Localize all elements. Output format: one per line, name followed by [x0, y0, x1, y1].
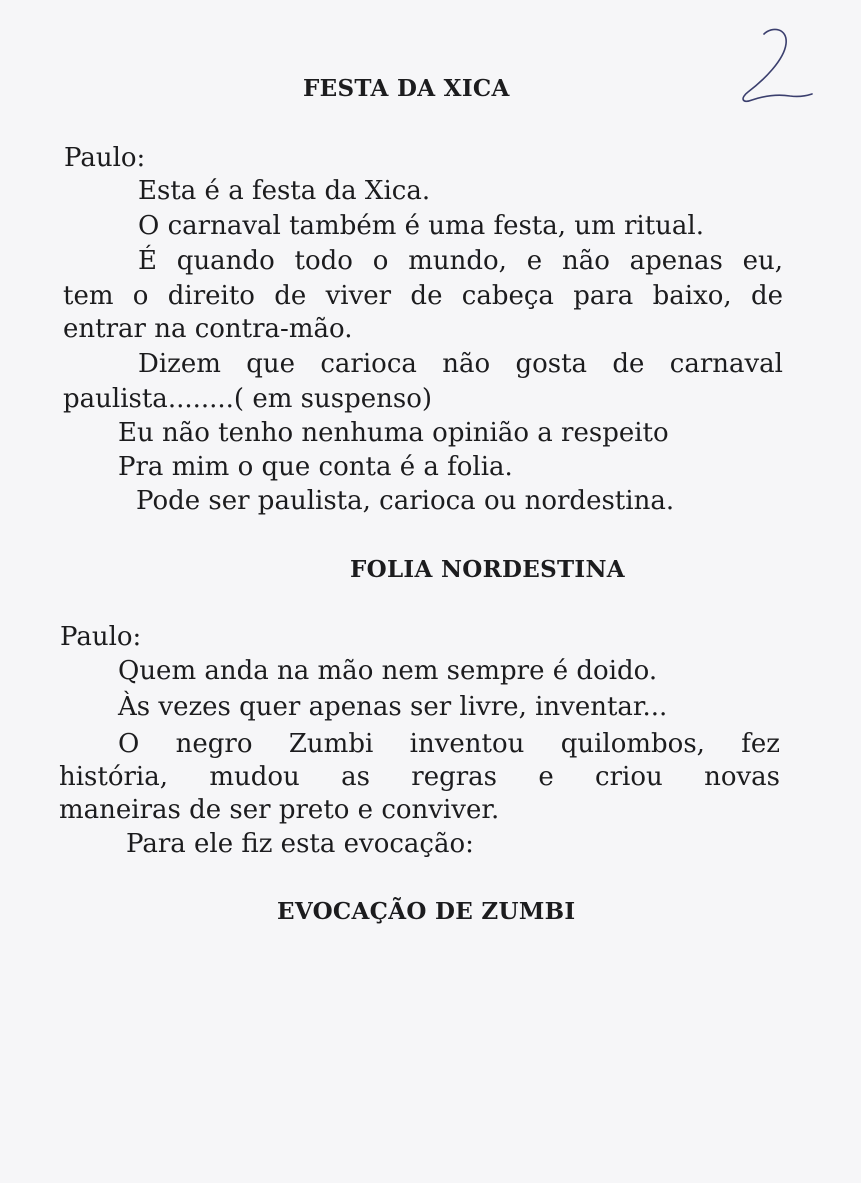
speaker-label: Paulo:: [60, 622, 142, 652]
handwritten-page-number: [738, 24, 818, 108]
text-line: Para ele fiz esta evocação:: [126, 829, 474, 859]
text-line: paulista........( em suspenso): [63, 384, 432, 414]
text-line: maneiras de ser preto e conviver.: [59, 795, 500, 825]
section-title: FOLIA NORDESTINA: [350, 556, 625, 583]
section-title: EVOCAÇÃO DE ZUMBI: [277, 898, 576, 925]
text-line: Eu não tenho nenhuma opinião a respeito: [118, 418, 669, 448]
text-line: história, mudou as regras e criou novas: [59, 762, 780, 792]
text-line: O carnaval também é uma festa, um ritual.: [138, 211, 704, 241]
section-title: FESTA DA XICA: [303, 75, 510, 102]
text-line: entrar na contra-mão.: [63, 314, 353, 344]
text-line: Dizem que carioca não gosta de carnaval: [138, 349, 783, 379]
text-line: Pode ser paulista, carioca ou nordestina.: [136, 486, 675, 516]
text-line: O negro Zumbi inventou quilombos, fez: [118, 729, 780, 759]
text-line: Pra mim o que conta é a folia.: [118, 452, 513, 482]
text-line: tem o direito de viver de cabeça para baixo, de: [63, 281, 783, 311]
text-line: Às vezes quer apenas ser livre, inventar...: [118, 692, 668, 722]
speaker-label: Paulo:: [64, 143, 146, 173]
text-line: É quando todo o mundo, e não apenas eu,: [138, 246, 783, 276]
text-line: Esta é a festa da Xica.: [138, 176, 431, 206]
text-line: Quem anda na mão nem sempre é doido.: [118, 656, 658, 686]
